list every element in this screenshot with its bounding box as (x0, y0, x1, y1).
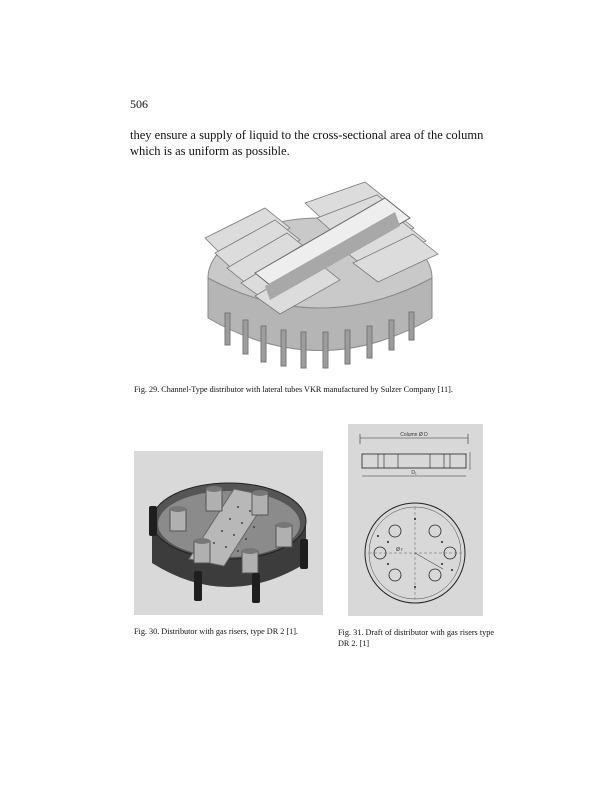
intro-paragraph: they ensure a supply of liquid to the cross-sectional area of the column which is as uniform as possible. (130, 128, 484, 158)
figure-31-caption: Fig. 31. Draft of distributor with gas risers type DR 2. [1] (338, 628, 494, 648)
draft-column-label: Column Ø D (400, 432, 428, 438)
figure-29-caption: Fig. 29. Channel-Type distributor with lateral tubes VKR manufactured by Sulzer Company [11]. (134, 385, 453, 394)
figure-30-caption: Fig. 30. Distributor with gas risers, type DR 2 [1]. (134, 627, 298, 636)
draft-diameter-label: D₁ (411, 470, 417, 476)
figure-29-channel-distributor (195, 168, 445, 373)
draft-radius-label: Ø r (396, 547, 403, 553)
figure-31-distributor-draft (348, 424, 483, 616)
figure-30-gas-riser-distributor (134, 451, 323, 615)
page-number: 506 (130, 97, 148, 111)
